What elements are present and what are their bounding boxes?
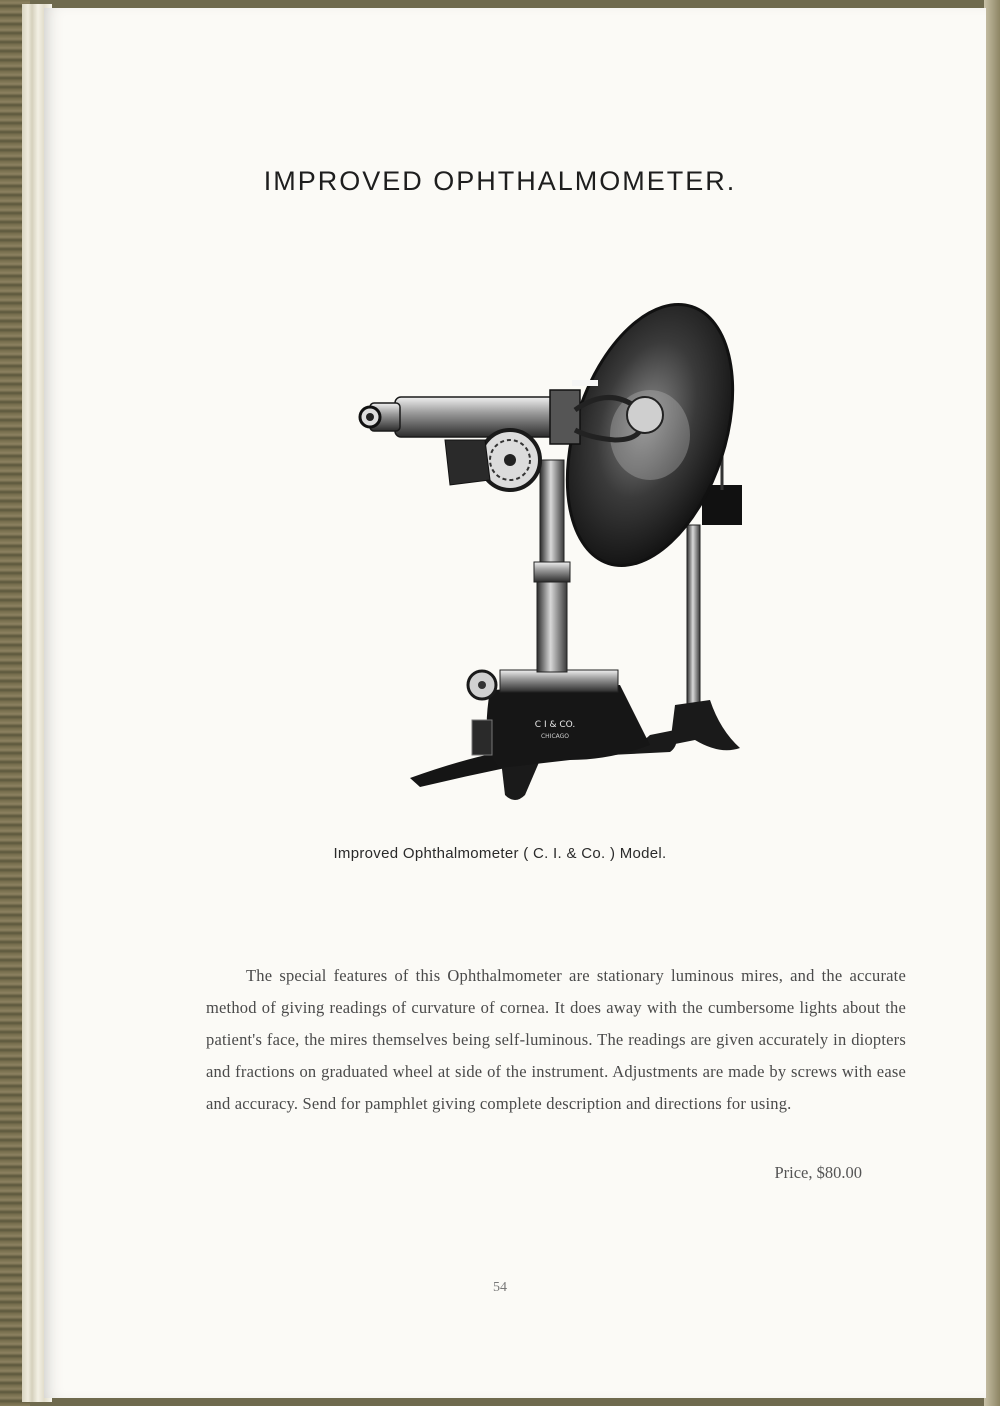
page-number: 54: [493, 1280, 507, 1295]
figure-caption: Improved Ophthalmometer ( C. I. & Co. ) Model.: [333, 845, 667, 862]
description-paragraph: The special features of this Ophthalmometer are stationary luminous mires, and the accurate method of giving readings of curvature of cornea. It does away with the cumbersome lights about the patient's face, the mires themselves being self-luminous. The readings are given accurately in diopters and fractions on graduated wheel at side of the instrument. Adjustments are made by screws with ease and accuracy. Send for pamphlet giving complete description and directions for using.: [206, 966, 906, 1113]
plate-sub-marking: CHICAGO: [540, 733, 570, 740]
right-page-edge: [984, 0, 1000, 1406]
page-title: IMPROVED OPHTHALMOMETER.: [263, 166, 737, 196]
plate-marking: C I & CO.: [534, 720, 576, 730]
price-label: Price, $80.00: [774, 1163, 862, 1182]
ophthalmometer-illustration-icon: [350, 290, 750, 815]
